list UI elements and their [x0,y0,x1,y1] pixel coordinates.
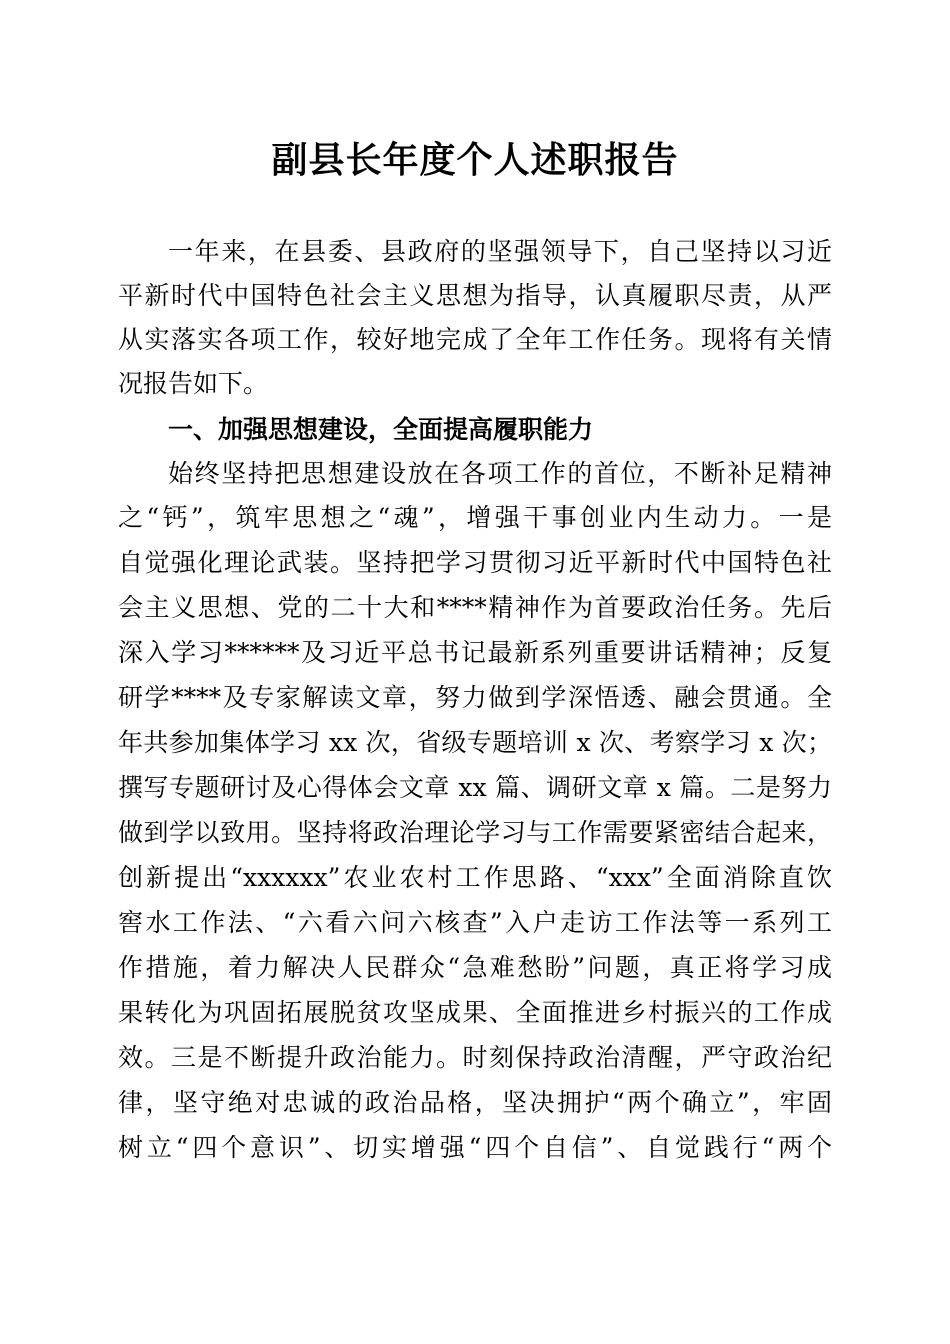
intro-line-1: 一年来，在县委、县政府的坚强领导下，自己坚持以习近 [168,237,832,266]
intro-line-4: 况报告如下。 [118,369,269,398]
section-1-line-3: 自觉强化理论武装。坚持把学习贯彻习近平新时代中国特色社 [118,548,832,577]
section-1-line-10: 创新提出“xxxxxx”农业农村工作思路、“xxx”全面消除直饮 [118,863,832,892]
section-1-line-7: 年共参加集体学习 xx 次，省级专题培训 x 次、考察学习 x 次； [118,728,832,757]
section-1-heading: 一、加强思想建设，全面提高履职能力 [168,415,594,444]
section-1-line-9: 做到学以致用。坚持将政治理论学习与工作需要紧密结合起来， [118,818,832,847]
section-1-line-13: 果转化为巩固拓展脱贫攻坚成果、全面推进乡村振兴的工作成 [118,998,832,1027]
section-1-line-16: 树立“四个意识”、切实增强“四个自信”、自觉践行“两个 [118,1133,832,1162]
intro-line-2: 平新时代中国特色社会主义思想为指导，认真履职尽责，从严 [118,281,832,310]
section-1-line-5: 深入学习******及习近平总书记最新系列重要讲话精神；反复 [118,638,832,667]
section-1-line-12: 作措施，着力解决人民群众“急难愁盼”问题，真正将学习成 [118,953,832,982]
document-title: 副县长年度个人述职报告 [271,139,679,181]
section-1-line-14: 效。三是不断提升政治能力。时刻保持政治清醒，严守政治纪 [118,1043,832,1072]
section-1-line-6: 研学****及专家解读文章，努力做到学深悟透、融会贯通。全 [118,683,832,712]
section-1-line-2: 之“钙”，筑牢思想之“魂”，增强干事创业内生动力。一是 [118,503,832,532]
section-1-line-4: 会主义思想、党的二十大和****精神作为首要政治任务。先后 [118,593,832,622]
intro-line-3: 从实落实各项工作，较好地完成了全年工作任务。现将有关情 [118,325,832,354]
section-1-line-1: 始终坚持把思想建设放在各项工作的首位，不断补足精神 [168,459,832,488]
section-1-line-15: 律，坚守绝对忠诚的政治品格，坚决拥护“两个确立”，牢固 [118,1088,832,1117]
section-1-line-11: 窖水工作法、“六看六问六核查”入户走访工作法等一系列工 [118,908,832,937]
section-1-line-8: 撰写专题研讨及心得体会文章 xx 篇、调研文章 x 篇。二是努力 [118,773,832,802]
